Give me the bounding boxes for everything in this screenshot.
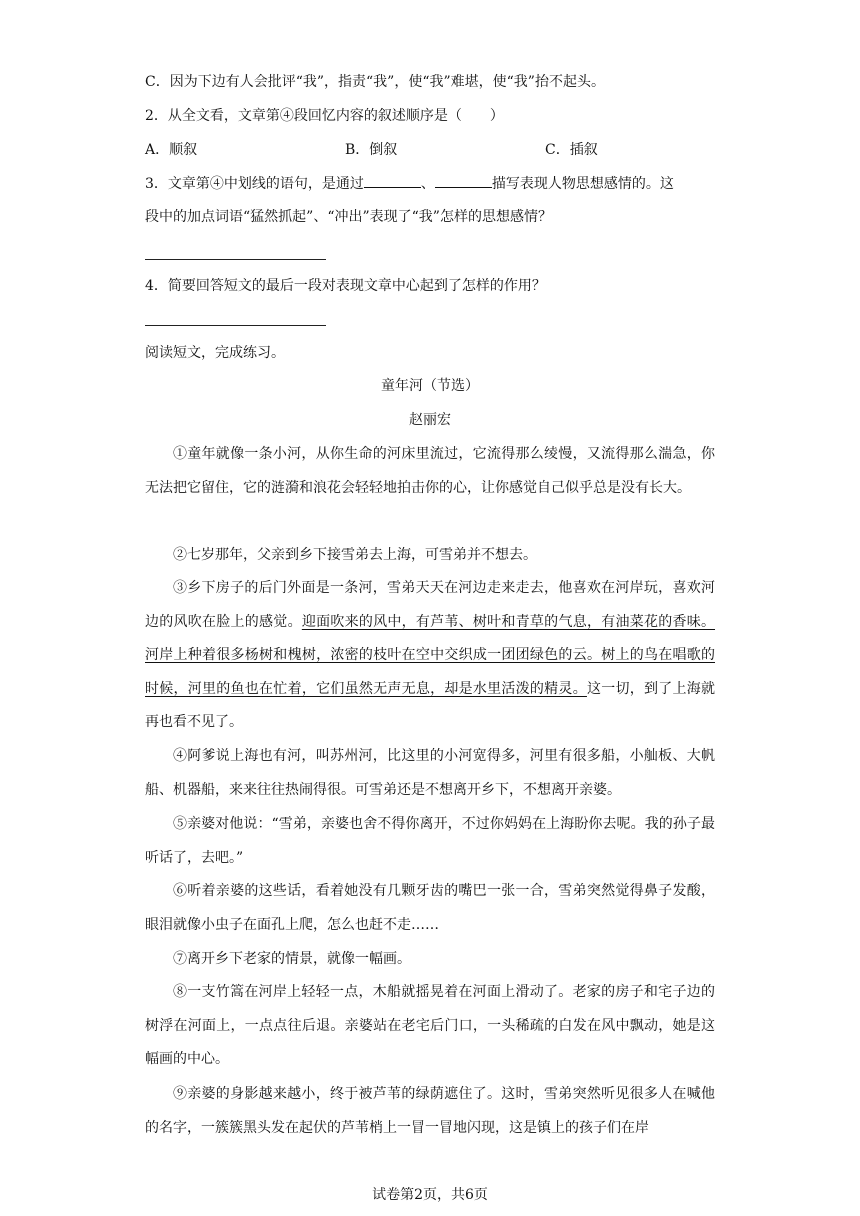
paragraph-9: ⑨亲婆的身影越来越小，终于被芦苇的绿荫遮住了。这时，雪弟突然听见很多人在喊他的名字，一簇簇黑头发在起伏的芦苇梢上一冒一冒地闪现，这是镇上的孩子们在岸 [145,1086,715,1136]
q3-blank-1[interactable] [364,186,421,188]
paragraph-3-underlined: 迎面吹来的风中，有芦苇、树叶和青草的气息，有油菜花的香味。河岸上种着很多杨树和槐树，浓密的枝叶在空中交织成一团团绿色的云。树上的鸟在唱歌的时候，河里的鱼也在忙着，它们虽然无声无息，却是水里活泼的精灵。 [145,613,716,697]
paragraph-6: ⑥听着亲婆的这些话，看着她没有几颗牙齿的嘴巴一张一合，雪弟突然觉得鼻子发酸，眼泪就像小虫子在面孔上爬，怎么也赶不走…… [145,883,715,933]
paragraph-7: ⑦离开乡下老家的情景，就像一幅画。 [173,951,411,967]
q3-separator: 、 [420,176,435,192]
q3-text-part2: 描写表现人物思想感情的。这 [491,176,674,192]
paragraph-3-end: 这一切，到了上海就再也看不见了。 [145,680,716,730]
paragraph-5: ⑤亲婆对他说：“雪弟，亲婆也舍不得你离开，不过你妈妈在上海盼你去呢。我的孙子最听话了，去吧。” [145,816,715,866]
q2-options [145,140,598,160]
reading-instruction: 阅读短文，完成练习。 [145,345,285,361]
q3-answer-line[interactable] [145,259,326,260]
q2-option-c: C．插叙 [545,142,598,158]
q2-stem: 2．从全文看，文章第④段回忆内容的叙述顺序是（ ） [145,108,504,124]
q2-option-a: A．顺叙 [145,142,198,158]
q2-option-b: B．倒叙 [345,142,398,158]
q4-stem: 4．简要回答短文的最后一段对表现文章中心起到了怎样的作用？ [145,278,546,294]
paragraph-8: ⑧一支竹篙在河岸上轻轻一点，木船就摇晃着在河面上滑动了。老家的房子和宅子边的树浮在河面上，一点点往后退。亲婆站在老宅后门口，一头稀疏的白发在风中飘动，她是这幅画的中心。 [145,984,715,1067]
paragraph-1: ①童年就像一条小河，从你生命的河床里流过，它流得那么绫慢，又流得那么湍急，你无法把它留住，它的涟漪和浪花会轻轻地拍击你的心，让你感觉自己似乎总是没有长大。 [145,446,715,496]
paragraph-4: ④阿爹说上海也有河，叫苏州河，比这里的小河宽得多，河里有很多船，小舢板、大帆船、机器船，来来往往热闹得很。可雪弟还是不想离开乡下，不想离开亲婆。 [145,748,715,798]
paragraph-3-intro: ③乡下房子的后门外面是一条河，雪弟天天在河边走来走去，他喜欢在河岸玩，喜欢河边的风吹在脸上的感觉。 [145,580,715,630]
q3-blank-2[interactable] [435,186,492,188]
q3-text-part1: 3．文章第④中划线的语句，是通过 [145,176,364,192]
article-title: 童年河（节选） [381,378,479,394]
paragraph-3 [145,572,715,740]
page-footer: 试卷第2页，共6页 [372,1187,488,1203]
q3-line2: 段中的加点词语“猛然抓起”、“冲出”表现了“我”怎样的思想感情？ [145,209,552,225]
q3-line1 [145,174,674,194]
q4-answer-line[interactable] [145,325,326,326]
q1-option-c: C．因为下边有人会批评“我”，指责“我”，使“我”难堪，使“我”抬不起头。 [145,74,605,90]
paragraph-2: ②七岁那年，父亲到乡下接雪弟去上海，可雪弟并不想去。 [173,547,537,563]
article-author: 赵丽宏 [409,412,451,428]
